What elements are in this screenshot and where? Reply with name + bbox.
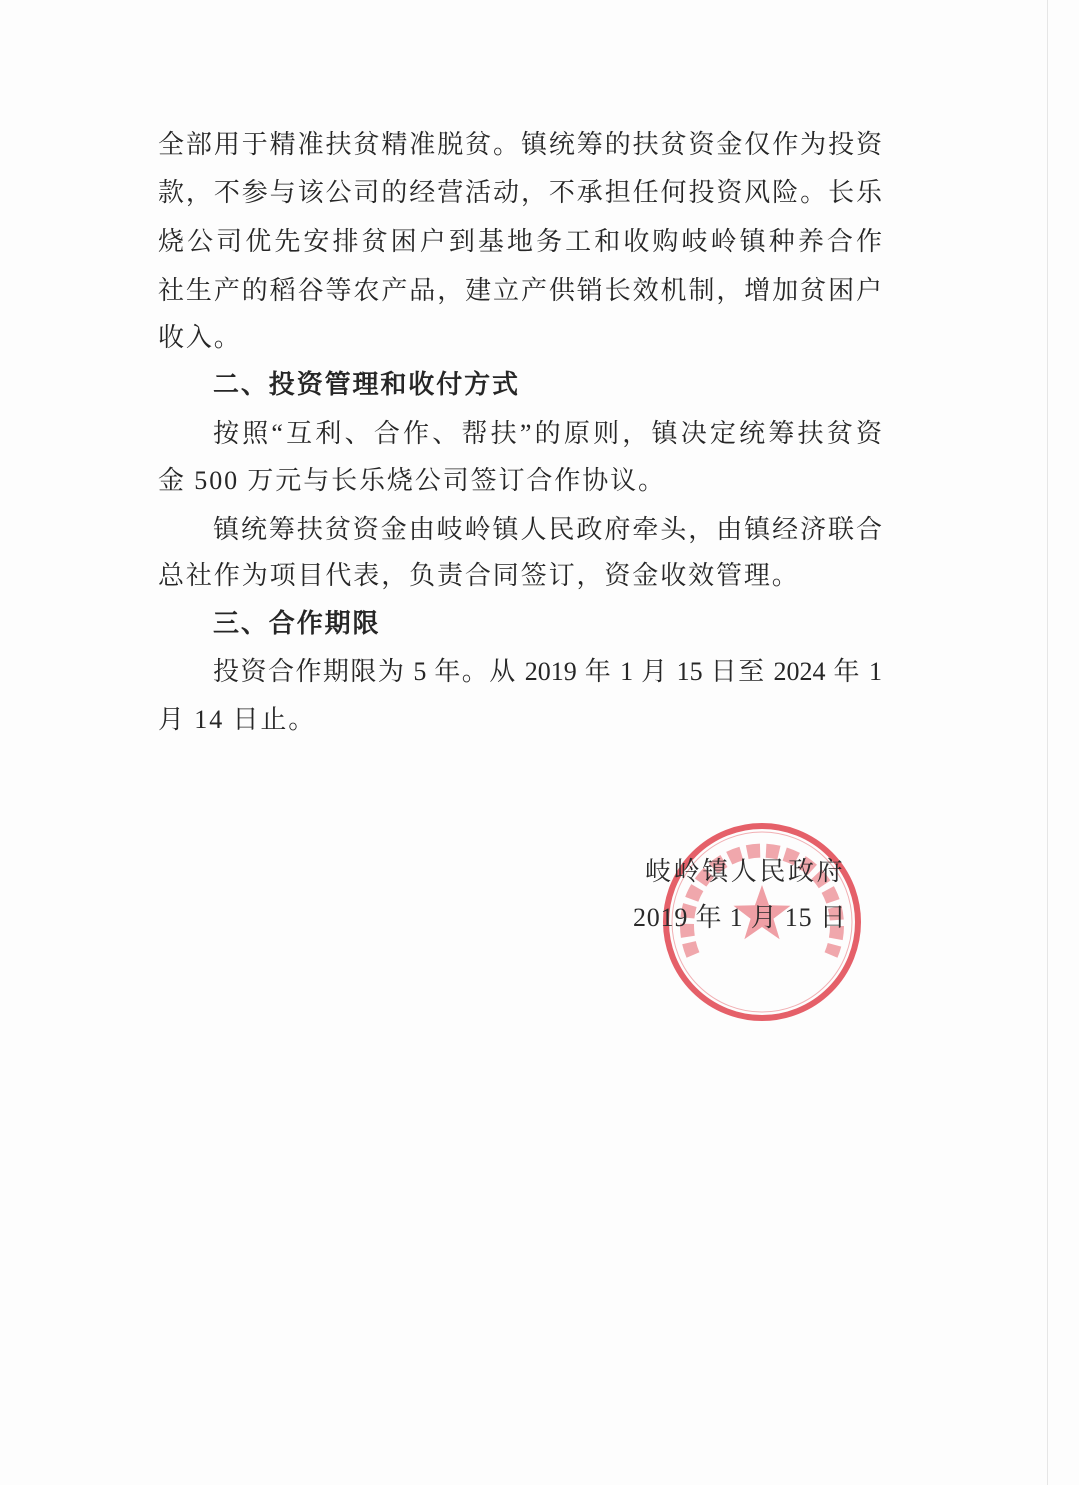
signature-organization: 岐岭镇人民政府 [645,857,846,886]
paragraph-1-line-1: 全部用于精准扶贫精准脱贫。镇统筹的扶贫资金仅作为投资 [158,130,882,159]
scan-edge-line [1047,0,1048,1485]
section-heading-investment-management: 二、投资管理和收付方式 [213,370,520,399]
paragraph-4-line-2: 月 14 日止。 [158,705,317,734]
signature-date: 2019 年 1 月 15 日 [633,903,847,932]
section-heading-cooperation-period: 三、合作期限 [213,609,381,638]
paragraph-1-line-2: 款，不参与该公司的经营活动，不承担任何投资风险。长乐 [158,178,882,207]
paragraph-1-line-5: 收入。 [158,323,242,352]
paragraph-2-line-2: 金 500 万元与长乐烧公司签订合作协议。 [158,466,666,495]
paragraph-1-line-4: 社生产的稻谷等农产品，建立产供销长效机制，增加贫困户 [158,276,882,305]
paragraph-3-line-1: 镇统筹扶贫资金由岐岭镇人民政府牵头，由镇经济联合 [213,515,882,544]
paragraph-4-line-1: 投资合作期限为 5 年。从 2019 年 1 月 15 日至 2024 年 1 [213,657,882,686]
paragraph-1-line-3: 烧公司优先安排贫困户到基地务工和收购岐岭镇种养合作 [158,227,882,256]
paragraph-3-line-2: 总社作为项目代表，负责合同签订，资金收效管理。 [158,561,800,590]
paragraph-2-line-1: 按照“互利、合作、帮扶”的原则，镇决定统筹扶贫资 [213,419,882,448]
